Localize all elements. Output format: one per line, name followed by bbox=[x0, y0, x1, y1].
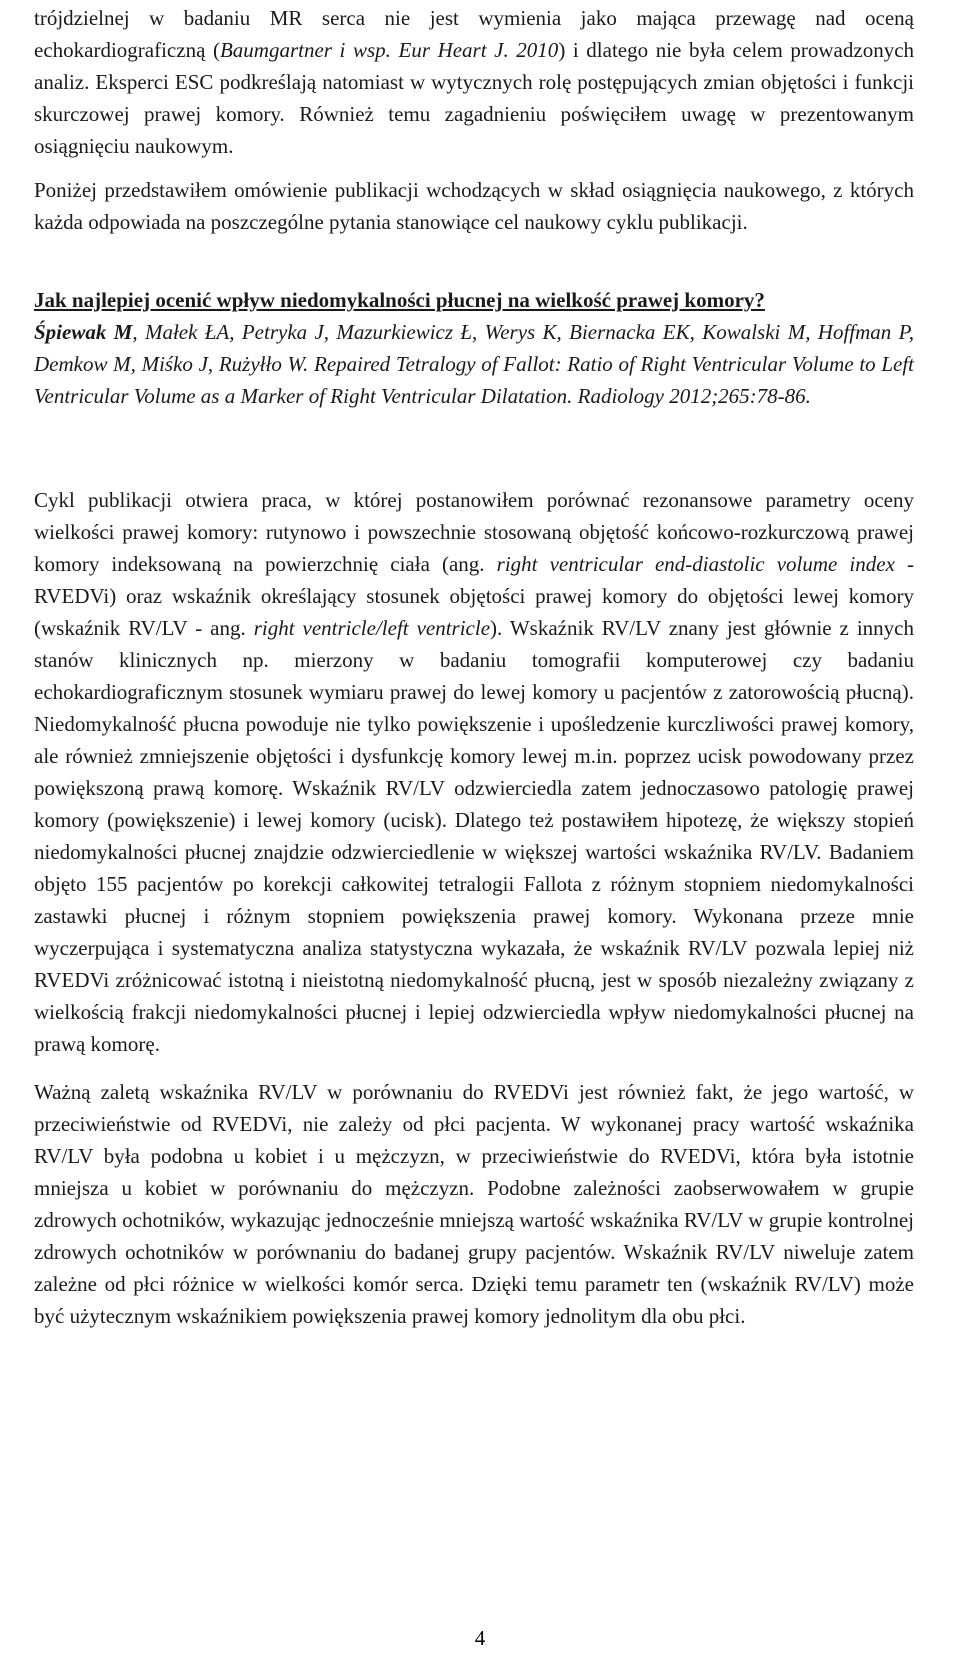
section-heading: Jak najlepiej ocenić wpływ niedomykalności płucnej na wielkość prawej komory? bbox=[34, 288, 765, 312]
cycle-term-rvlv: right ventricle/left ventricle bbox=[253, 616, 491, 640]
lead-paragraph: Poniżej przedstawiłem omówienie publikacji wchodzących w skład osiągnięcia naukowego, z których każda odpowiada na poszczególne pytania stanowiące cel naukowy cyklu publikacji. bbox=[34, 178, 914, 234]
publication-citation bbox=[34, 316, 914, 412]
intro-text-end: ) i dlatego nie była celem prowadzonych analiz. Eksperci ESC podkreślają natomiast w wytycznych rolę postępujących zmian objętości i funkcji skurczowej prawej komory. Również temu zagadnieniu poświęciłem uwagę w prezentowanym osiągnięciu naukowym. bbox=[34, 38, 915, 158]
intro-text-start: trójdzielnej w badaniu MR serca nie jest wymienia jako mająca przewagę nad oceną echokardiograficzną ( bbox=[34, 6, 914, 62]
cycle-term-rvedvi: right ventricular end-diastolic volume index bbox=[496, 552, 895, 576]
intro-paragraph bbox=[34, 2, 914, 162]
cycle-text-2: - RVEDVi) oraz wskaźnik określający stosunek objętości prawej komory do objętości lewej komory (wskaźnik RV/LV - ang. bbox=[34, 552, 915, 640]
cycle-text-3: ). Wskaźnik RV/LV znany jest głównie z innych stanów klinicznych np. mierzony w badaniu tomografii komputerowej czy badaniu echokardiograficznym stosunek wymiaru prawej do lewej komory u pacjentów z zatorowością płucną). Niedomykalność płucna powoduje nie tylko powiększenie i upośledzenie kurczliwości prawej komory, ale również zmniejszenie objętości i dysfunkcję komory lewej m.in. poprzez ucisk powodowany przez powiększoną prawą komorę. Wskaźnik RV/LV odzwierciedla zatem jednoczasowo patologię prawej komory (powiększenie) i lewej komory (ucisk). Dlatego też postawiłem hipotezę, że większy stopień niedomykalności płucnej znajdzie odzwierciedlenie w większej wartości wskaźnika RV/LV. Badaniem objęto 155 pacjentów po korekcji całkowitej tetralogii Fallota z różnym stopniem niedomykalności zastawki płucnej i różnym stopniem powiększenia prawej komory. Wykonana przeze mnie wyczerpująca i systematyczna analiza statystyczna wykazała, że wskaźnik RV/LV pozwala lepiej niż RVEDVi zróżnicować istotną i nieistotną niedomykalność płucną, jest w sposób niezależny związany z wielkością frakcji niedomykalności płucnej i lepiej odzwierciedla wpływ niedomykalności płucnej na prawą komorę. bbox=[34, 616, 914, 1056]
cycle-text-1: Cykl publikacji otwiera praca, w której postanowiłem porównać rezonansowe parametry oceny wielkości prawej komory: rutynowo i powszechnie stosowaną objętość końcowo-rozkurczową prawej komory indeksowaną na powierzchnię ciała (ang. bbox=[34, 488, 914, 576]
advantage-paragraph: Ważną zaletą wskaźnika RV/LV w porównaniu do RVEDVi jest również fakt, że jego wartość, w przeciwieństwie od RVEDVi, nie zależy od płci pacjenta. W wykonanej pracy wartość wskaźnika RV/LV była podobna u kobiet i u mężczyzn, w przeciwieństwie do RVEDVi, która była istotnie mniejsza u kobiet w porównaniu do mężczyzn. Podobne zależności zaobserwowałem w grupie zdrowych ochotników, wykazując jednocześnie mniejszą wartość wskaźnika RV/LV w grupie kontrolnej zdrowych ochotników w porównaniu do badanej grupy pacjentów. Wskaźnik RV/LV niweluje zatem zależne od płci różnice w wielkości komór serca. Dzięki temu parametr ten (wskaźnik RV/LV) może być użytecznym wskaźnikiem powiększenia prawej komory jednolitym dla obu płci. bbox=[34, 1080, 914, 1328]
intro-reference: Baumgartner i wsp. Eur Heart J. 2010 bbox=[219, 38, 559, 62]
citation-first-author: Śpiewak M bbox=[34, 320, 133, 344]
citation-details: , Małek ŁA, Petryka J, Mazurkiewicz Ł, Werys K, Biernacka EK, Kowalski M, Hoffman P, Demkow M, Miśko J, Rużyłło W. Repaired Tetralogy of Fallot: Ratio of Right Ventricular Volume to Left Ventricular Volume as a Marker of Right Ventricular Dilatation. Radiology 2012;265:78-86. bbox=[34, 320, 914, 408]
page-number: 4 bbox=[474, 1626, 486, 1650]
cycle-paragraph bbox=[34, 484, 914, 1060]
